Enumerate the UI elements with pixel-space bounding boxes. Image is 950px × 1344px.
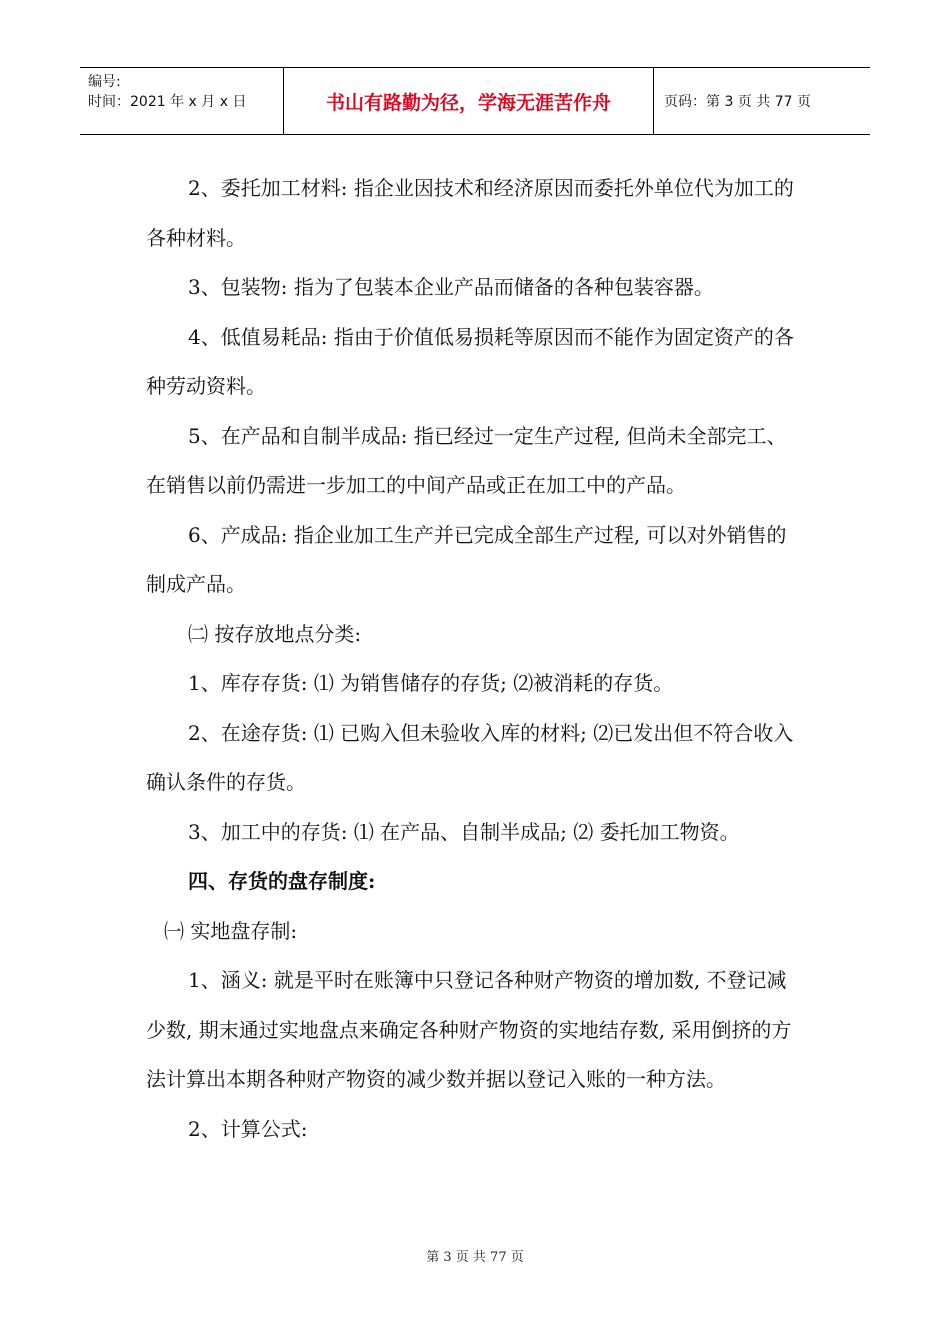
chapter-heading: 四、存货的盘存制度: xyxy=(188,869,376,893)
header-page-info: 页码：第 3 页 共 77 页 xyxy=(664,94,811,110)
paragraph: 5、在产品和自制半成品: 指已经过一定生产过程, 但尚未全部完工、在销售以前仍需进一步加工的中间产品或正在加工中的产品。 xyxy=(146,423,787,497)
header-motto: 书山有路勤为径，学海无涯苦作舟 xyxy=(284,68,654,134)
paragraph: 4、低值易耗品: 指由于价值低易损耗等原因而不能作为固定资产的各种劳动资料。 xyxy=(146,324,794,398)
document-body xyxy=(146,164,806,1154)
paragraph: 3、包装物: 指为了包装本企业产品而储备的各种包装容器。 xyxy=(188,275,714,299)
paragraph: 1、涵义: 就是平时在账簿中只登记各种财产物资的增加数, 不登记减少数, 期末通过实地盘点来确定各种财产物资的实地结存数, 采用倒挤的方法计算出本期各种财产物资的减少数并据以登记入账的一种方法。 xyxy=(146,968,792,1091)
number-label: 编号: xyxy=(88,74,121,90)
paragraph: 2、在途存货: ⑴ 已购入但未验收入库的材料; ⑵已发出但不符合收入确认条件的存货。 xyxy=(146,720,794,794)
section-heading: ㈠ 实地盘存制: xyxy=(164,918,298,943)
paragraph: 6、产成品: 指企业加工生产并已完成全部生产过程, 可以对外销售的制成产品。 xyxy=(146,522,787,596)
paragraph: 2、计算公式: xyxy=(188,1116,308,1141)
time-label: 时间：2021 年 x 月 x 日 xyxy=(88,94,247,110)
paragraph: 3、加工中的存货: ⑴ 在产品、自制半成品; ⑵ 委托加工物资。 xyxy=(188,819,740,844)
paragraph: 1、库存存货: ⑴ 为销售储存的存货; ⑵被消耗的存货。 xyxy=(188,671,674,695)
paragraph: 2、委托加工材料: 指企业因技术和经济原因而委托外单位代为加工的各种材料。 xyxy=(146,176,794,250)
page-footer: 第 3 页 共 77 页 xyxy=(426,1250,524,1265)
header-meta xyxy=(80,68,284,134)
page-header xyxy=(80,67,870,135)
section-heading: ㈡ 按存放地点分类: xyxy=(188,621,362,646)
